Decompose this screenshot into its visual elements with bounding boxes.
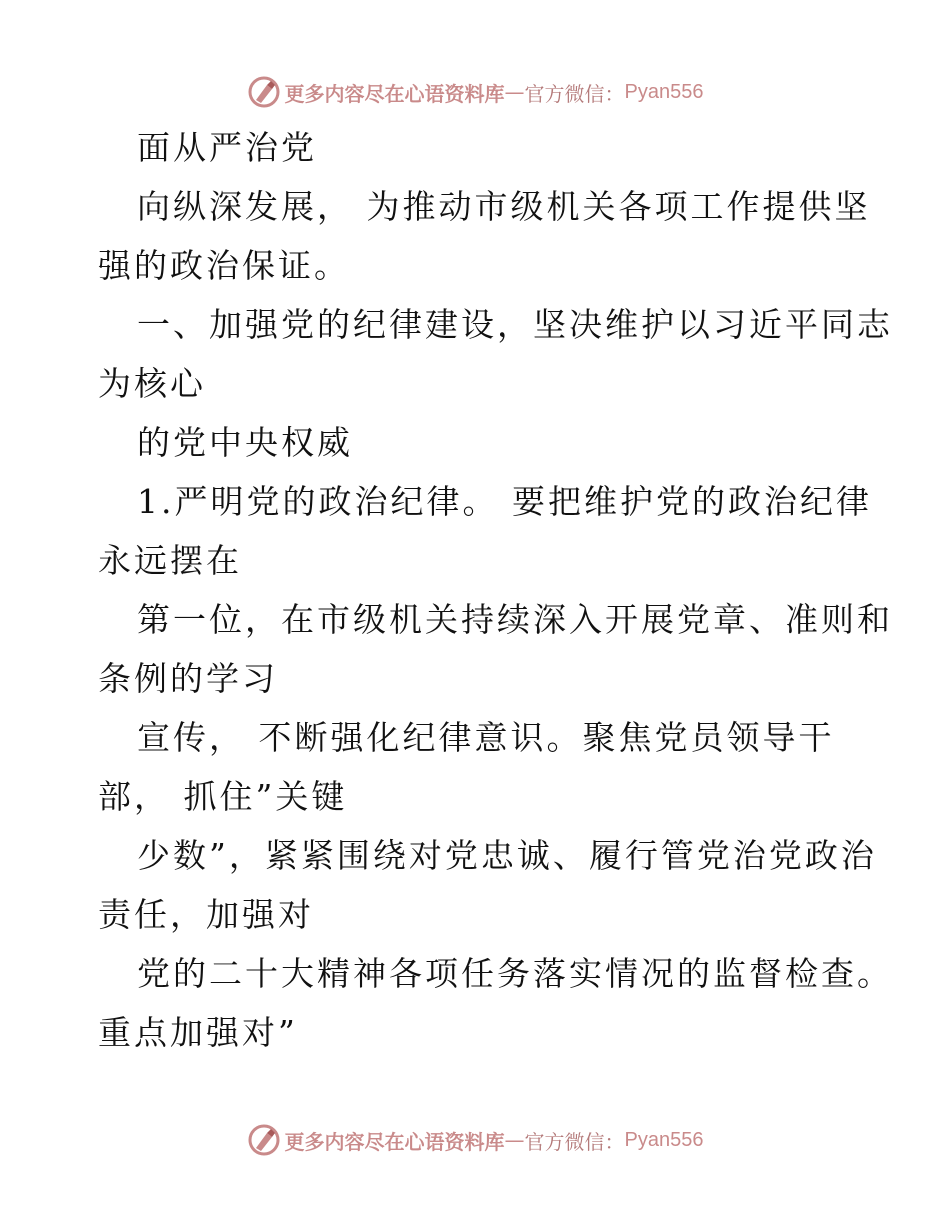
watermark-wechat-id: Pyan556 [624, 80, 704, 103]
pen-logo-icon [247, 75, 281, 109]
text-line: 党的二十大精神各项任务落实情况的监督检查。 [137, 954, 893, 993]
text-line: 宣传， 不断强化纪律意识。聚焦党员领导干 [137, 718, 835, 757]
text-line: 第一位，在市级机关持续深入开展党章、准则和 [137, 600, 893, 639]
header-watermark [0, 72, 950, 112]
text-line: 责任，加强对 [98, 895, 314, 934]
document-body [98, 118, 893, 1062]
text-line: 少数”，紧紧围绕对党忠诚、履行管党治党政治 [137, 836, 877, 875]
text-line: 的党中央权威 [137, 423, 353, 462]
text-line: 向纵深发展， 为推动市级机关各项工作提供坚 [137, 187, 871, 226]
text-line: 永远摆在 [98, 541, 242, 580]
watermark-wechat-label: 官方微信： [524, 81, 625, 106]
text-line: 强的政治保证。 [98, 246, 350, 285]
text-line: 面从严治党 [137, 128, 317, 167]
watermark-separator: — [504, 80, 525, 104]
watermark-wechat-label: 官方微信： [524, 1129, 625, 1154]
text-line: 条例的学习 [98, 659, 278, 698]
text-line: 一、加强党的纪律建设，坚决维护以习近平同志 [137, 305, 893, 344]
watermark-main-text: 更多内容尽在心语资料库 [284, 81, 505, 106]
watermark-wechat-id: Pyan556 [624, 1128, 704, 1151]
watermark-main-text: 更多内容尽在心语资料库 [284, 1129, 505, 1154]
pen-logo-icon [247, 1123, 281, 1157]
text-line: 部， 抓住”关键 [98, 777, 348, 816]
watermark-separator: — [504, 1128, 525, 1152]
text-line: 为核心 [98, 364, 206, 403]
text-line: 1.严明党的政治纪律。 要把维护党的政治纪律 [137, 482, 872, 521]
text-line: 重点加强对” [98, 1013, 298, 1052]
footer-watermark [0, 1120, 950, 1160]
